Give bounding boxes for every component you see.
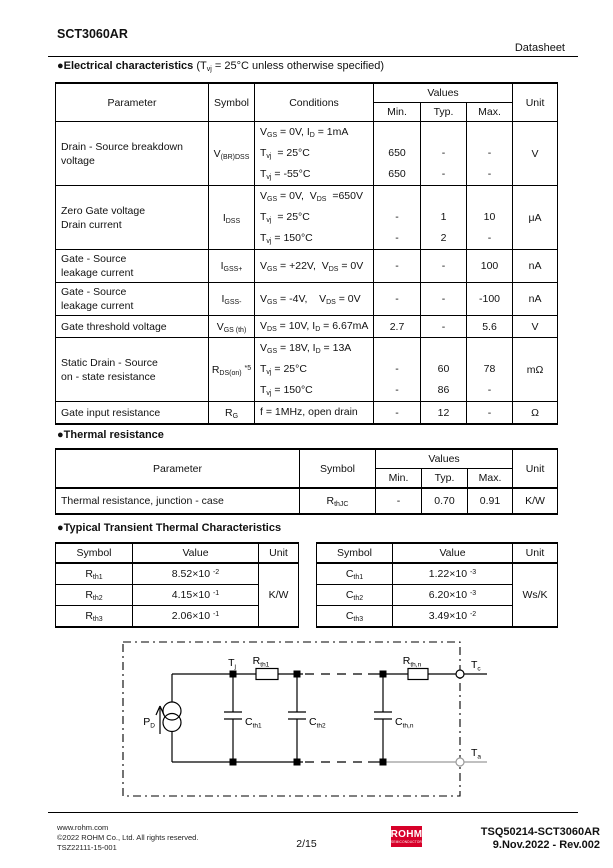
value-line: -: [395, 232, 399, 244]
max-cell: [467, 338, 513, 402]
col-header-values: Values: [376, 449, 513, 469]
table-row: [56, 488, 558, 514]
table-row: [56, 338, 558, 402]
value-line: 78: [483, 363, 496, 375]
max-cell: 0.91: [468, 488, 513, 514]
unit-cell: nA: [513, 250, 558, 283]
electrical-section-heading: [57, 60, 384, 72]
electrical-table-body: [56, 122, 558, 425]
col-header-min: Min.: [376, 469, 422, 489]
value-cell: 1.22×10 $^{-3}$: [393, 563, 513, 585]
value-cell: 2.06×10 $^{-1}$: [133, 606, 259, 628]
symbol-cell: $C_{th2}$: [317, 585, 393, 606]
col-header-typ: Typ.: [421, 103, 467, 122]
condition-line: $V_{GS} = -4V$, $V_{DS} = 0V$: [260, 292, 361, 306]
value-line: [374, 122, 420, 143]
symbol-cell: $I_{GSS-}$: [209, 283, 255, 316]
symbol-cell: $V_{GS (th)}$: [209, 316, 255, 338]
value-line: -: [395, 384, 399, 396]
max-cell: [467, 122, 513, 186]
parameter-line: leakage current: [61, 267, 134, 279]
col-header-unit: Unit: [259, 543, 299, 563]
table-row: [56, 283, 558, 316]
node-junction: [380, 671, 387, 678]
parameter-line: Drain - Source breakdown: [61, 140, 183, 153]
transient-thermal-table-resistance: [55, 542, 299, 628]
col-header-unit: Unit: [513, 543, 558, 563]
current-source-icon: [163, 714, 181, 732]
condition-line: $T_{vj} = 25^\circ C$: [260, 211, 310, 224]
cthn-label: $C_{th,n}$: [395, 716, 414, 730]
col-header-max: Max.: [468, 469, 513, 489]
footer-right-block: [481, 826, 600, 852]
footer-copyright: ©2022 ROHM Co., Ltd. All rights reserved.: [57, 833, 199, 842]
case-temp-label: $T_c$: [471, 659, 481, 673]
parameter-line: Static Drain - Source: [61, 356, 158, 369]
typ-cell: 0.70: [422, 488, 468, 514]
col-header-parameter: Parameter: [56, 449, 300, 488]
max-cell: -100: [467, 283, 513, 316]
parameter-line: Gate - Source: [61, 253, 127, 265]
typ-cell: [421, 338, 467, 402]
parameter-cell: [56, 186, 209, 250]
unit-cell: nA: [513, 283, 558, 316]
table-row: [56, 316, 558, 338]
current-source-icon: [163, 702, 181, 720]
col-header-symbol: Symbol: [209, 83, 255, 122]
table-row: [56, 122, 558, 186]
transient-heading-text: ●Typical Transient Thermal Characteristics: [57, 522, 282, 534]
value-line: -: [487, 232, 492, 244]
node-junction: [230, 759, 237, 766]
parameter-line: Drain current: [61, 218, 122, 231]
unit-cell: V: [513, 122, 558, 186]
conditions-cell: [255, 122, 374, 186]
conditions-cell: [255, 283, 374, 316]
terminal-ambient: [456, 758, 464, 766]
symbol-cell: $V_{(BR)DSS}$: [209, 122, 255, 186]
capacitor-cthn: [374, 674, 392, 762]
col-header-max: Max.: [467, 103, 513, 122]
condition-line: $V_{GS} = +22V$, $V_{DS} = 0V$: [260, 259, 364, 273]
value-line: [374, 338, 420, 359]
max-cell: 100: [467, 250, 513, 283]
col-header-typ: Typ.: [422, 469, 468, 489]
footer-doc-code: TSZ22111-15-001: [57, 843, 117, 852]
col-header-symbol: Symbol: [56, 543, 133, 563]
table-row: [56, 563, 299, 585]
rohm-logo-subtext: SEMICONDUCTOR: [390, 839, 423, 844]
symbol-cell: $C_{th3}$: [317, 606, 393, 628]
rth1-label: $R_{th1}$: [252, 655, 270, 669]
value-line: -: [395, 363, 399, 375]
col-header-unit: Unit: [513, 449, 558, 488]
parameter-cell: [56, 250, 209, 283]
value-line: [467, 338, 512, 359]
value-line: [421, 338, 466, 359]
parameter-line: Gate threshold voltage: [61, 320, 167, 333]
transient-section-heading: [57, 522, 281, 534]
resistor-rthn: [408, 669, 428, 680]
value-line: [421, 186, 466, 207]
footer-website: www.rohm.com: [57, 823, 109, 832]
unit-cell: Ws/K: [513, 563, 558, 627]
table-row: [56, 250, 558, 283]
min-cell: -: [376, 488, 422, 514]
value-cell: 3.49×10 $^{-2}$: [393, 606, 513, 628]
typ-cell: 12: [421, 402, 467, 425]
parameter-line: voltage: [61, 154, 95, 167]
typ-cell: -: [421, 316, 467, 338]
value-line: [421, 122, 466, 143]
rohm-logo: [391, 826, 422, 847]
table-row: [56, 186, 558, 250]
unit-cell: μA: [513, 186, 558, 250]
parameter-line: Gate - Source: [61, 286, 127, 298]
typ-cell: [421, 186, 467, 250]
col-header-unit: Unit: [513, 83, 558, 122]
min-cell: 2.7: [374, 316, 421, 338]
value-line: [467, 122, 512, 143]
typ-cell: -: [421, 283, 467, 316]
thermal-section-heading: [57, 429, 164, 441]
unit-cell: K/W: [259, 563, 299, 627]
unit-cell: K/W: [513, 488, 558, 514]
col-header-min: Min.: [374, 103, 421, 122]
value-line: 1: [440, 211, 447, 223]
col-header-parameter: Parameter: [56, 83, 209, 122]
page-number: 2/15: [296, 838, 317, 850]
rohm-logo-text: ROHM: [390, 828, 423, 840]
parameter-line: leakage current: [61, 300, 134, 312]
conditions-cell: [255, 316, 374, 338]
condition-line: $V_{GS} = 0V$, $V_{DS} =650V$: [260, 190, 363, 203]
min-cell: [374, 186, 421, 250]
col-header-conditions: Conditions: [255, 83, 374, 122]
table-row: [56, 402, 558, 425]
value-line: 650: [388, 168, 406, 180]
value-line: -: [487, 384, 492, 396]
value-cell: 8.52×10 $^{-2}$: [133, 563, 259, 585]
condition-line: $T_{vj} = 150^\circ C$: [260, 232, 313, 245]
value-cell: 4.15×10 $^{-1}$: [133, 585, 259, 606]
footer-rule: [48, 812, 578, 813]
electrical-characteristics-table: [55, 82, 558, 425]
col-header-value: Value: [133, 543, 259, 563]
parameter-cell: [56, 283, 209, 316]
min-cell: -: [374, 283, 421, 316]
footer-revision: 9.Nov.2022 - Rev.002: [492, 839, 600, 851]
typ-cell: [421, 122, 467, 186]
condition-line: $T_{vj} = 25^\circ C$: [260, 363, 307, 376]
condition-line: $T_{vj} = 150^\circ C$: [260, 384, 313, 397]
symbol-cell: $R_{th2}$: [56, 585, 133, 606]
power-dissipation-label: $P_D$: [143, 716, 155, 730]
unit-cell: V: [513, 316, 558, 338]
electrical-heading-note: ($T_{vj} = 25^\circ C$ unless otherwise specified): [193, 60, 385, 73]
col-header-values: Values: [374, 83, 513, 103]
unit-cell: mΩ: [513, 338, 558, 402]
typ-cell: -: [421, 250, 467, 283]
thermal-network-diagram: [115, 635, 505, 805]
symbol-cell: $R_{DS(on)}$ $^{*5}$: [209, 338, 255, 402]
condition-line: $T_{vj} = -55^\circ C$: [260, 168, 311, 181]
parameter-line: Gate input resistance: [61, 406, 161, 419]
parameter-line: Zero Gate voltage: [61, 204, 146, 217]
value-line: -: [487, 168, 492, 180]
symbol-cell: $R_{th3}$: [56, 606, 133, 628]
max-cell: 5.6: [467, 316, 513, 338]
min-cell: -: [374, 402, 421, 425]
condition-line: $V_{GS} = 0V$, $I_D = 1mA$: [260, 126, 349, 139]
node-junction: [230, 671, 237, 678]
value-line: 10: [483, 211, 496, 223]
symbol-cell: $I_{DSS}$: [209, 186, 255, 250]
table-row: [317, 563, 558, 585]
value-line: -: [441, 168, 446, 180]
max-cell: [467, 186, 513, 250]
transient-thermal-table-capacitance: [316, 542, 558, 628]
col-header-value: Value: [393, 543, 513, 563]
capacitor-cth2: [288, 674, 306, 762]
min-cell: [374, 338, 421, 402]
max-cell: -: [467, 402, 513, 425]
thermal-resistance-table: [55, 448, 558, 515]
conditions-cell: [255, 338, 374, 402]
conditions-cell: [255, 186, 374, 250]
symbol-cell: $R_{th1}$: [56, 563, 133, 585]
value-line: -: [487, 147, 492, 159]
col-header-symbol: Symbol: [317, 543, 393, 563]
footer-doc-number: TSQ50214-SCT3060AR: [480, 826, 600, 838]
symbol-cell: $C_{th1}$: [317, 563, 393, 585]
col-header-symbol: Symbol: [300, 449, 376, 488]
cth1-label: $C_{th1}$: [245, 716, 262, 730]
min-cell: [374, 122, 421, 186]
value-line: 2: [440, 232, 447, 244]
value-line: -: [441, 147, 446, 159]
junction-temp-label: $T_j$: [228, 657, 236, 671]
value-line: 86: [437, 384, 450, 396]
condition-line: $V_{GS} = 18V$, $I_D = 13A$: [260, 342, 352, 355]
header-rule: [48, 56, 578, 57]
condition-line: $T_{vj} = 25^\circ C$: [260, 147, 310, 160]
capacitor-cth1: [224, 674, 242, 762]
value-line: 60: [437, 363, 450, 375]
parameter-cell: Thermal resistance, junction - case: [56, 488, 300, 514]
symbol-cell: $R_{thJC}$: [300, 488, 376, 514]
parameter-line: on - state resistance: [61, 370, 156, 383]
cth2-label: $C_{th2}$: [309, 716, 326, 730]
value-line: [467, 186, 512, 207]
thermal-heading-text: ●Thermal resistance: [57, 429, 164, 441]
condition-line: $V_{DS} = 10V$, $I_D = 6.67mA$: [260, 320, 369, 333]
doc-type-label: Datasheet: [514, 42, 565, 54]
parameter-cell: [56, 316, 209, 338]
electrical-heading-text: ●Electrical characteristics: [57, 60, 194, 72]
condition-line: f = 1MHz, open drain: [260, 406, 358, 418]
value-line: 650: [388, 147, 406, 159]
value-line: -: [395, 211, 399, 223]
node-junction: [294, 671, 301, 678]
unit-cell: Ω: [513, 402, 558, 425]
conditions-cell: [255, 250, 374, 283]
rthn-label: $R_{th,n}$: [402, 655, 422, 669]
value-line: [374, 186, 420, 207]
parameter-cell: [56, 402, 209, 425]
parameter-cell: [56, 122, 209, 186]
parameter-cell: [56, 338, 209, 402]
value-cell: 6.20×10 $^{-3}$: [393, 585, 513, 606]
min-cell: -: [374, 250, 421, 283]
node-junction: [294, 759, 301, 766]
symbol-cell: $R_G$: [209, 402, 255, 425]
symbol-cell: $I_{GSS+}$: [209, 250, 255, 283]
resistor-rth1: [256, 669, 278, 680]
terminal-case: [456, 670, 464, 678]
ambient-temp-label: $T_a$: [471, 747, 482, 761]
conditions-cell: [255, 402, 374, 425]
node-junction: [380, 759, 387, 766]
page-title: SCT3060AR: [57, 27, 128, 41]
